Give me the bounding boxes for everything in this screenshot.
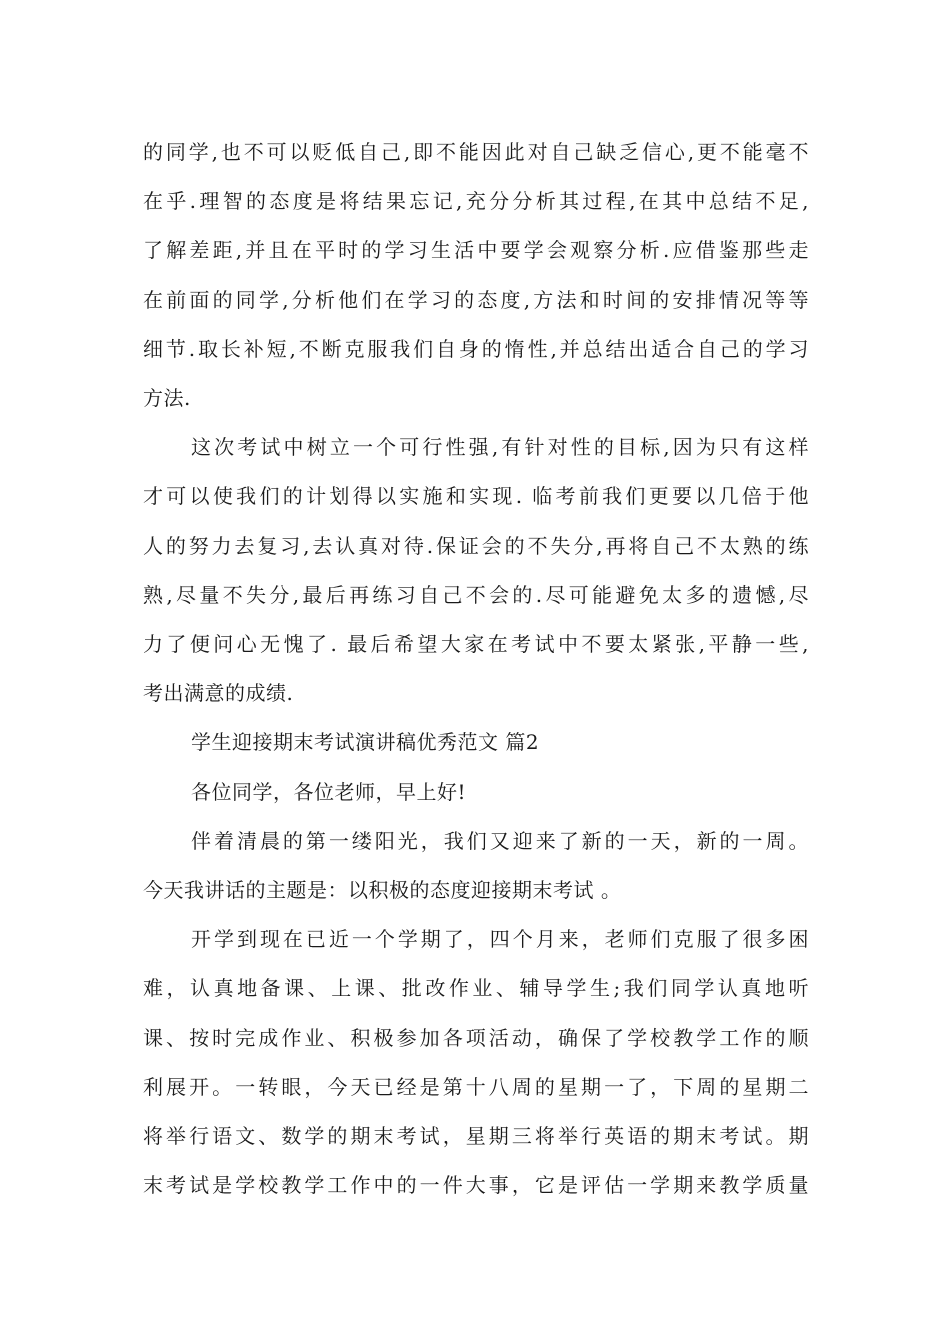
text-line: 了解差距,并且在平时的学习生活中要学会观察分析.应借鉴那些走 — [143, 238, 809, 263]
text-line: 才可以使我们的计划得以实施和实现. 临考前我们更要以几倍于他 — [143, 484, 809, 509]
document-page — [143, 128, 809, 1210]
text-line: 课、按时完成作业、积极参加各项活动，确保了学校教学工作的顺 — [143, 1025, 809, 1050]
greeting — [143, 768, 809, 817]
text-line: 利展开。一转眼，今天已经是第十八周的星期一了，下周的星期二 — [143, 1074, 809, 1099]
section-heading — [143, 718, 809, 767]
text-line: 伴着清晨的第一缕阳光，我们又迎来了新的一天，新的一周。 — [191, 828, 809, 853]
text-line: 这次考试中树立一个可行性强,有针对性的目标,因为只有这样 — [191, 435, 809, 460]
paragraph-semester — [143, 915, 809, 1210]
text-line: 开学到现在已近一个学期了，四个月来，老师们克服了很多困 — [191, 927, 809, 952]
heading-line: 学生迎接期末考试演讲稿优秀范文 篇2 — [191, 730, 540, 755]
text-line: 末考试是学校教学工作中的一件大事，它是评估一学期来教学质量 — [143, 1173, 809, 1198]
paragraph-topic — [143, 817, 809, 915]
text-line: 将举行语文、数学的期末考试，星期三将举行英语的期末考试。期 — [143, 1124, 809, 1149]
text-line: 细节.取长补短,不断克服我们自身的惰性,并总结出适合自己的学习 — [143, 336, 809, 361]
text-line: 今天我讲话的主题是：以积极的态度迎接期末考试 。 — [143, 878, 622, 903]
text-line: 在前面的同学,分析他们在学习的态度,方法和时间的安排情况等等 — [143, 287, 809, 312]
text-line: 各位同学，各位老师，早上好! — [191, 779, 467, 804]
text-line: 的同学,也不可以贬低自己,即不能因此对自己缺乏信心,更不能毫不 — [143, 140, 809, 164]
text-line: 难，认真地备课、上课、批改作业、辅导学生;我们同学认真地听 — [143, 976, 809, 1001]
text-line: 考出满意的成绩. — [143, 681, 294, 706]
text-line: 熟,尽量不失分,最后再练习自己不会的.尽可能避免太多的遗憾,尽 — [143, 582, 809, 607]
text-line: 人的努力去复习,去认真对待.保证会的不失分,再将自己不太熟的练 — [143, 533, 809, 558]
text-line: 力了便问心无愧了. 最后希望大家在考试中不要太紧张,平静一些, — [143, 632, 809, 657]
text-line: 在乎.理智的态度是将结果忘记,充分分析其过程,在其中总结不足, — [143, 189, 809, 214]
paragraph-continuation — [143, 128, 809, 423]
text-line: 方法. — [143, 386, 191, 411]
paragraph-exam-goal — [143, 423, 809, 718]
